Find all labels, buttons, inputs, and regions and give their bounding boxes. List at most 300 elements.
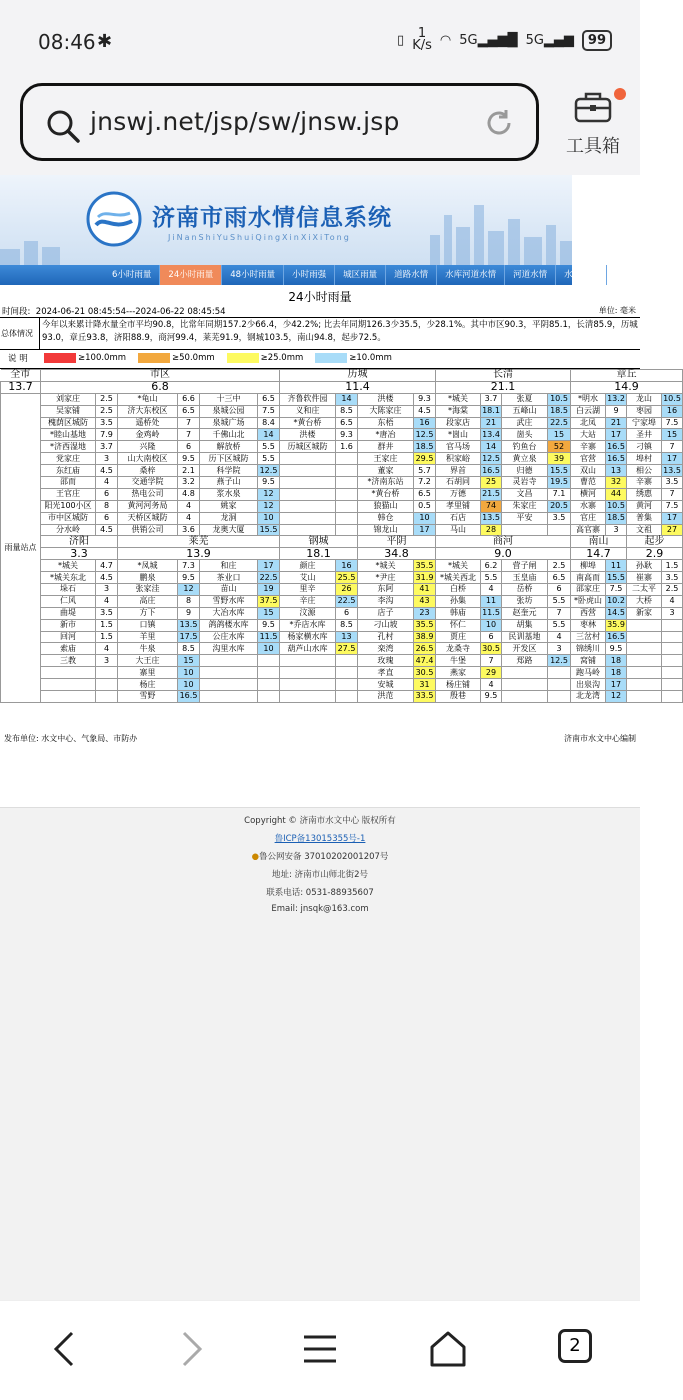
station-name: 积家峪: [436, 453, 481, 465]
browser-bottom-nav: [0, 1300, 640, 1400]
station-name: [627, 679, 662, 691]
station-name: *济南东站: [358, 477, 414, 489]
rain-value: 14.5: [607, 608, 625, 618]
table-row: [1, 631, 683, 643]
rain-value: 1.5: [96, 631, 118, 643]
station-name: 相公: [627, 465, 662, 477]
rain-value: 5.5: [548, 619, 571, 631]
status-bar: [0, 0, 640, 80]
rain-value: [336, 512, 358, 524]
rain-value: 16: [662, 405, 683, 417]
station-name: 店子: [358, 607, 414, 619]
rain-value: 12: [258, 488, 280, 500]
rain-value: 16.5: [607, 441, 625, 451]
police-badge-icon: ●: [251, 852, 259, 862]
rain-value: 13.5: [178, 619, 200, 631]
station-name: 三岔村: [571, 631, 606, 643]
rain-value: 16: [336, 560, 358, 572]
nav-tab[interactable]: 48小时雨量: [222, 265, 284, 285]
rain-value: [662, 691, 683, 703]
rain-value: 12.5: [482, 453, 500, 463]
table-row: [1, 560, 683, 572]
station-name: 辛寨: [627, 477, 662, 489]
station-name: 王官庄: [41, 488, 96, 500]
toolbox-label: 工具箱: [566, 136, 620, 157]
station-name: 沟里水库: [200, 643, 258, 655]
rain-value: 41: [414, 584, 436, 596]
rain-value: 6: [481, 631, 502, 643]
station-name: 白桥: [436, 584, 481, 596]
menu-icon[interactable]: [302, 1329, 338, 1369]
rain-value: 17: [414, 524, 436, 536]
url-field[interactable]: [20, 83, 539, 161]
table-row: [1, 477, 683, 489]
table-row: [1, 393, 683, 405]
station-name: 胡集: [502, 619, 548, 631]
nav-tab[interactable]: 河道水情: [505, 265, 556, 285]
phone-text: 联系电话: 0531-88935607: [266, 888, 374, 898]
rain-value: 2.5: [96, 405, 118, 417]
rain-value: 4: [96, 477, 118, 489]
rain-value: 8: [96, 500, 118, 512]
rain-value: 11: [606, 560, 627, 572]
rain-value: 27: [662, 524, 683, 536]
rain-value: 7.5: [606, 584, 627, 596]
rain-value: 11: [481, 595, 502, 607]
rain-value: 7: [481, 655, 502, 667]
region-header-row: [1, 370, 683, 382]
rain-value: 6: [96, 512, 118, 524]
table-row: [1, 619, 683, 631]
station-name: 龙奥大厦: [200, 524, 258, 536]
rain-value: 7.5: [258, 405, 280, 417]
table-row: [1, 643, 683, 655]
station-name: *崮山: [436, 429, 481, 441]
rain-value: 15.5: [258, 524, 280, 536]
nav-tab[interactable]: 6小时雨量: [104, 265, 160, 285]
rain-value: [336, 453, 358, 465]
rain-value: 32: [606, 477, 627, 489]
station-name: [280, 679, 336, 691]
rain-value: 31: [414, 679, 436, 691]
rain-value: 17: [606, 679, 627, 691]
nav-tabs: [0, 265, 599, 285]
station-name: [627, 655, 662, 667]
station-name: 里辛: [280, 584, 336, 596]
icp-link[interactable]: 鲁ICP备13015355号-1: [274, 834, 366, 844]
rain-value: 15: [258, 607, 280, 619]
station-name: 龙桑寺: [436, 643, 481, 655]
rain-value: 26: [336, 584, 358, 596]
rain-value: 35.5: [414, 560, 436, 572]
station-name: 平安: [502, 512, 548, 524]
station-name: 党家庄: [41, 453, 96, 465]
station-name: 开发区: [502, 643, 548, 655]
rain-value: [548, 524, 571, 536]
summary-section: [0, 317, 640, 350]
rain-value: 29.5: [414, 453, 436, 465]
region-total: 18.1: [280, 548, 358, 560]
rain-value: 14: [336, 393, 358, 405]
rain-value: 37.5: [258, 595, 280, 607]
rain-value: 21: [606, 417, 627, 429]
rain-value: 12: [606, 691, 627, 703]
rain-value: 12: [258, 500, 280, 512]
period: 时间段: 2024-06-21 08:45:54---2024-06-22 08:45:54: [2, 307, 226, 317]
station-name: 怀仁: [436, 619, 481, 631]
nav-tab[interactable]: 水库河道水情: [437, 265, 505, 285]
station-name: 孙集: [436, 595, 481, 607]
station-name: 辛寨: [571, 441, 606, 453]
table-row: [1, 405, 683, 417]
station-name: 雪野水库: [200, 595, 258, 607]
station-name: [627, 619, 662, 631]
station-name: 段家店: [436, 417, 481, 429]
rain-value: 31.9: [414, 572, 436, 584]
region-name: 历城: [280, 370, 436, 382]
station-name: [280, 667, 336, 679]
rain-value: 52: [548, 441, 571, 453]
rain-value: 3: [96, 453, 118, 465]
nav-tab[interactable]: 城区雨量: [335, 265, 386, 285]
station-name: 万德: [436, 488, 481, 500]
rain-value: [258, 679, 280, 691]
station-name: 十三中: [200, 393, 258, 405]
station-name: [200, 655, 258, 667]
station-name: 圣井: [627, 429, 662, 441]
station-name: 燕子山: [200, 477, 258, 489]
toolbox-icon: [573, 90, 613, 124]
station-name: 柳埠: [571, 560, 606, 572]
rain-value: 16.5: [607, 453, 625, 463]
region-name: 平阴: [358, 536, 436, 548]
station-name: [200, 691, 258, 703]
forward-icon[interactable]: [176, 1329, 206, 1369]
station-name: 五峰山: [502, 405, 548, 417]
rain-value: 3.7: [481, 393, 502, 405]
rain-value: 10: [481, 619, 502, 631]
region-total: 13.7: [1, 381, 41, 393]
station-name: *济西湿地: [41, 441, 96, 453]
rain-value: 26.5: [414, 643, 436, 655]
unit-label: 单位: 毫米: [598, 306, 636, 315]
station-name: 孝里铺: [436, 500, 481, 512]
rain-value: 3.5: [662, 477, 683, 489]
station-name: 汶源: [280, 607, 336, 619]
rain-value: 4: [96, 595, 118, 607]
rain-value: [336, 691, 358, 703]
station-name: 刁镇: [627, 441, 662, 453]
station-name: 艾山: [280, 572, 336, 584]
rain-value: 15.5: [548, 465, 571, 477]
station-name: 绣惠: [627, 488, 662, 500]
station-name: 水寨: [571, 500, 606, 512]
station-name: 茶业口: [200, 572, 258, 584]
legend-swatch: [44, 353, 76, 363]
region-total: 34.8: [358, 548, 436, 560]
station-name: 牛泉: [118, 643, 178, 655]
region-total-row: [1, 381, 683, 393]
region-name: 济阳: [41, 536, 118, 548]
rain-value: 6: [96, 488, 118, 500]
rain-value: [662, 679, 683, 691]
station-name: 郑路: [502, 655, 548, 667]
rain-value: [548, 667, 571, 679]
region-name: 全市: [1, 370, 41, 382]
legend-item: ≥50.0mm: [134, 353, 215, 363]
station-name: 界首: [436, 465, 481, 477]
rain-value: 1.6: [336, 441, 358, 453]
legend-swatch: [227, 353, 259, 363]
rain-value: 12.5: [258, 465, 280, 477]
station-name: 马山: [436, 524, 481, 536]
station-name: *海棠: [436, 405, 481, 417]
legend: [0, 347, 640, 369]
nav-tab[interactable]: 小时雨强: [284, 265, 335, 285]
station-name: 锦龙山: [358, 524, 414, 536]
rain-value: 5.5: [481, 572, 502, 584]
station-name: 黄河河务局: [118, 500, 178, 512]
rain-value: [336, 500, 358, 512]
legend-swatch: [315, 353, 347, 363]
station-name: *城关: [436, 560, 481, 572]
rain-value: 17.5: [178, 631, 200, 643]
station-name: 岳桥: [502, 584, 548, 596]
station-name: 义和庄: [280, 405, 336, 417]
rain-value: 3.5: [96, 607, 118, 619]
rain-value: 9.5: [481, 691, 502, 703]
nav-tab[interactable]: 水库水情: [556, 265, 607, 285]
rain-value: [258, 691, 280, 703]
rain-value: [662, 643, 683, 655]
rain-value: 10.2: [607, 596, 625, 606]
station-name: [200, 679, 258, 691]
rain-value: 4.5: [96, 524, 118, 536]
rain-value: 22.5: [258, 572, 280, 584]
rain-value: 3.5: [662, 572, 683, 584]
table-row: [1, 488, 683, 500]
station-name: 新家: [627, 607, 662, 619]
region-header-row: [1, 536, 683, 548]
rain-value: 22.5: [548, 417, 571, 429]
rain-value: 10.5: [548, 393, 571, 405]
back-icon[interactable]: [50, 1329, 80, 1369]
rain-value: 8.5: [336, 619, 358, 631]
region-total: 9.0: [436, 548, 571, 560]
region-total: 11.4: [280, 381, 436, 393]
rain-value: 33.5: [414, 691, 436, 703]
station-name: 孔村: [358, 631, 414, 643]
station-name: 灵岩寺: [502, 477, 548, 489]
station-name: 仁风: [41, 595, 96, 607]
rain-value: 43: [414, 595, 436, 607]
battery-icon: 99: [582, 30, 612, 51]
station-name: 跑马岭: [571, 667, 606, 679]
station-name: [627, 667, 662, 679]
rain-value: 7.9: [96, 429, 118, 441]
tabs-button[interactable]: 2: [558, 1329, 592, 1363]
rain-value: 5.5: [548, 595, 571, 607]
region-total: 2.9: [627, 548, 683, 560]
station-name: 洪楼: [280, 429, 336, 441]
rain-value: 13.2: [607, 394, 625, 404]
station-name: *唐冶: [358, 429, 414, 441]
station-name: 苗山: [200, 584, 258, 596]
rain-value: 8.5: [178, 643, 200, 655]
rain-value: [548, 691, 571, 703]
rain-value: 14: [258, 429, 280, 441]
rain-value: 10: [258, 643, 280, 655]
home-icon[interactable]: [428, 1329, 468, 1369]
station-name: 历下区城防: [200, 453, 258, 465]
station-name: 大冶水库: [200, 607, 258, 619]
station-name: 出泉沟: [571, 679, 606, 691]
station-name: 李沟: [358, 595, 414, 607]
rain-value: 3.5: [548, 512, 571, 524]
station-name: 垛石: [41, 584, 96, 596]
station-name: 刘家庄: [41, 393, 96, 405]
site-footer: [0, 807, 640, 1307]
rain-value: [662, 667, 683, 679]
reload-icon[interactable]: [484, 108, 514, 138]
wifi-icon: ◠: [439, 32, 452, 48]
rain-value: 17: [258, 560, 280, 572]
station-name: [280, 488, 336, 500]
station-name: 高庄: [118, 595, 178, 607]
station-name: 供销公司: [118, 524, 178, 536]
station-name: 董家: [358, 465, 414, 477]
table-row: [1, 417, 683, 429]
rain-value: 10: [414, 512, 436, 524]
rain-value: 28: [481, 524, 502, 536]
rain-value: 4.8: [178, 488, 200, 500]
rain-value: 38.9: [414, 631, 436, 643]
station-name: *乔店水库: [280, 619, 336, 631]
rain-value: 7: [662, 488, 683, 500]
station-name: 桑梓: [118, 465, 178, 477]
station-name: 枣林: [571, 619, 606, 631]
rain-value: 16.5: [607, 632, 625, 642]
rain-value: 9.5: [258, 477, 280, 489]
table-row: [1, 607, 683, 619]
station-name: *龟山: [118, 393, 178, 405]
station-name: 栾湾: [358, 643, 414, 655]
rain-value: 10: [178, 667, 200, 679]
station-name: [280, 453, 336, 465]
rain-value: [336, 679, 358, 691]
station-name: 邵而: [41, 477, 96, 489]
rain-value: 10.5: [663, 394, 681, 404]
station-name: 贾庄: [436, 631, 481, 643]
email-text: Email: jnsqk@163.com: [271, 904, 369, 914]
side-label: 雨量站点: [1, 393, 41, 702]
rain-value: 47.4: [414, 655, 436, 667]
station-name: 石胡同: [436, 477, 481, 489]
region-total: 3.3: [41, 548, 118, 560]
table-row: [1, 524, 683, 536]
rain-value: 18: [606, 667, 627, 679]
region-total: 21.1: [436, 381, 571, 393]
station-name: 山大南校区: [118, 453, 178, 465]
toolbox-button[interactable]: [560, 90, 626, 158]
rain-value: 10: [178, 679, 200, 691]
station-name: *睦山基地: [41, 429, 96, 441]
station-name: [502, 679, 548, 691]
station-name: [41, 691, 96, 703]
rain-value: 12: [178, 584, 200, 596]
rain-value: [662, 655, 683, 667]
station-name: 宁家埠: [627, 417, 662, 429]
station-name: 金鸡岭: [118, 429, 178, 441]
station-name: 姚家: [200, 500, 258, 512]
rain-value: 9: [178, 607, 200, 619]
station-name: 洪范: [358, 691, 414, 703]
station-name: 牛堡: [436, 655, 481, 667]
station-name: [41, 679, 96, 691]
rain-value: 23: [414, 607, 436, 619]
status-icons: [397, 28, 612, 52]
rain-value: 9.3: [336, 429, 358, 441]
station-name: *城关: [358, 560, 414, 572]
region-name: 莱芜: [118, 536, 280, 548]
station-name: 历城区城防: [280, 441, 336, 453]
rain-value: 7: [662, 441, 683, 453]
station-name: 大站: [571, 429, 606, 441]
region-name: 南山: [571, 536, 627, 548]
table-row: [1, 465, 683, 477]
station-name: 市中区城防: [41, 512, 96, 524]
station-name: 崮头: [502, 429, 548, 441]
station-name: 阳光100小区: [41, 500, 96, 512]
station-name: 安城: [358, 679, 414, 691]
rain-value: 7.5: [662, 417, 683, 429]
station-name: 科学院: [200, 465, 258, 477]
rain-value: 6.2: [481, 560, 502, 572]
nav-tab[interactable]: 道路水情: [386, 265, 437, 285]
notification-dot: [614, 88, 626, 100]
station-name: 热电公司: [118, 488, 178, 500]
rain-value: 35.9: [607, 620, 625, 630]
rain-value: 9.5: [606, 643, 627, 655]
rain-value: 3: [606, 524, 627, 536]
rain-value: 2.1: [178, 465, 200, 477]
station-name: [280, 524, 336, 536]
station-name: 大陈家庄: [358, 405, 414, 417]
rain-value: 7.3: [178, 560, 200, 572]
nav-tab[interactable]: 24小时雨量: [160, 265, 222, 285]
rain-value: 18.5: [607, 513, 625, 523]
rain-value: 7: [178, 417, 200, 429]
station-name: 辛庄: [280, 595, 336, 607]
station-name: 曹范: [571, 477, 606, 489]
table-row: [1, 584, 683, 596]
station-name: [280, 500, 336, 512]
station-name: 文昌: [502, 488, 548, 500]
rain-value: 14: [481, 441, 502, 453]
station-name: 北凤: [571, 417, 606, 429]
rain-value: 3: [548, 643, 571, 655]
rain-value: 4: [662, 595, 683, 607]
rain-value: 8: [178, 595, 200, 607]
station-name: 民训基地: [502, 631, 548, 643]
banner-pinyin: JiNanShiYuShuiQingXinXiXiTong: [168, 233, 351, 242]
region-total: 6.8: [41, 381, 280, 393]
region-name: 钢城: [280, 536, 358, 548]
rain-value: 4.5: [96, 572, 118, 584]
station-name: 解放桥: [200, 441, 258, 453]
rain-value: 74: [481, 500, 502, 512]
station-name: 鹏泉: [118, 572, 178, 584]
